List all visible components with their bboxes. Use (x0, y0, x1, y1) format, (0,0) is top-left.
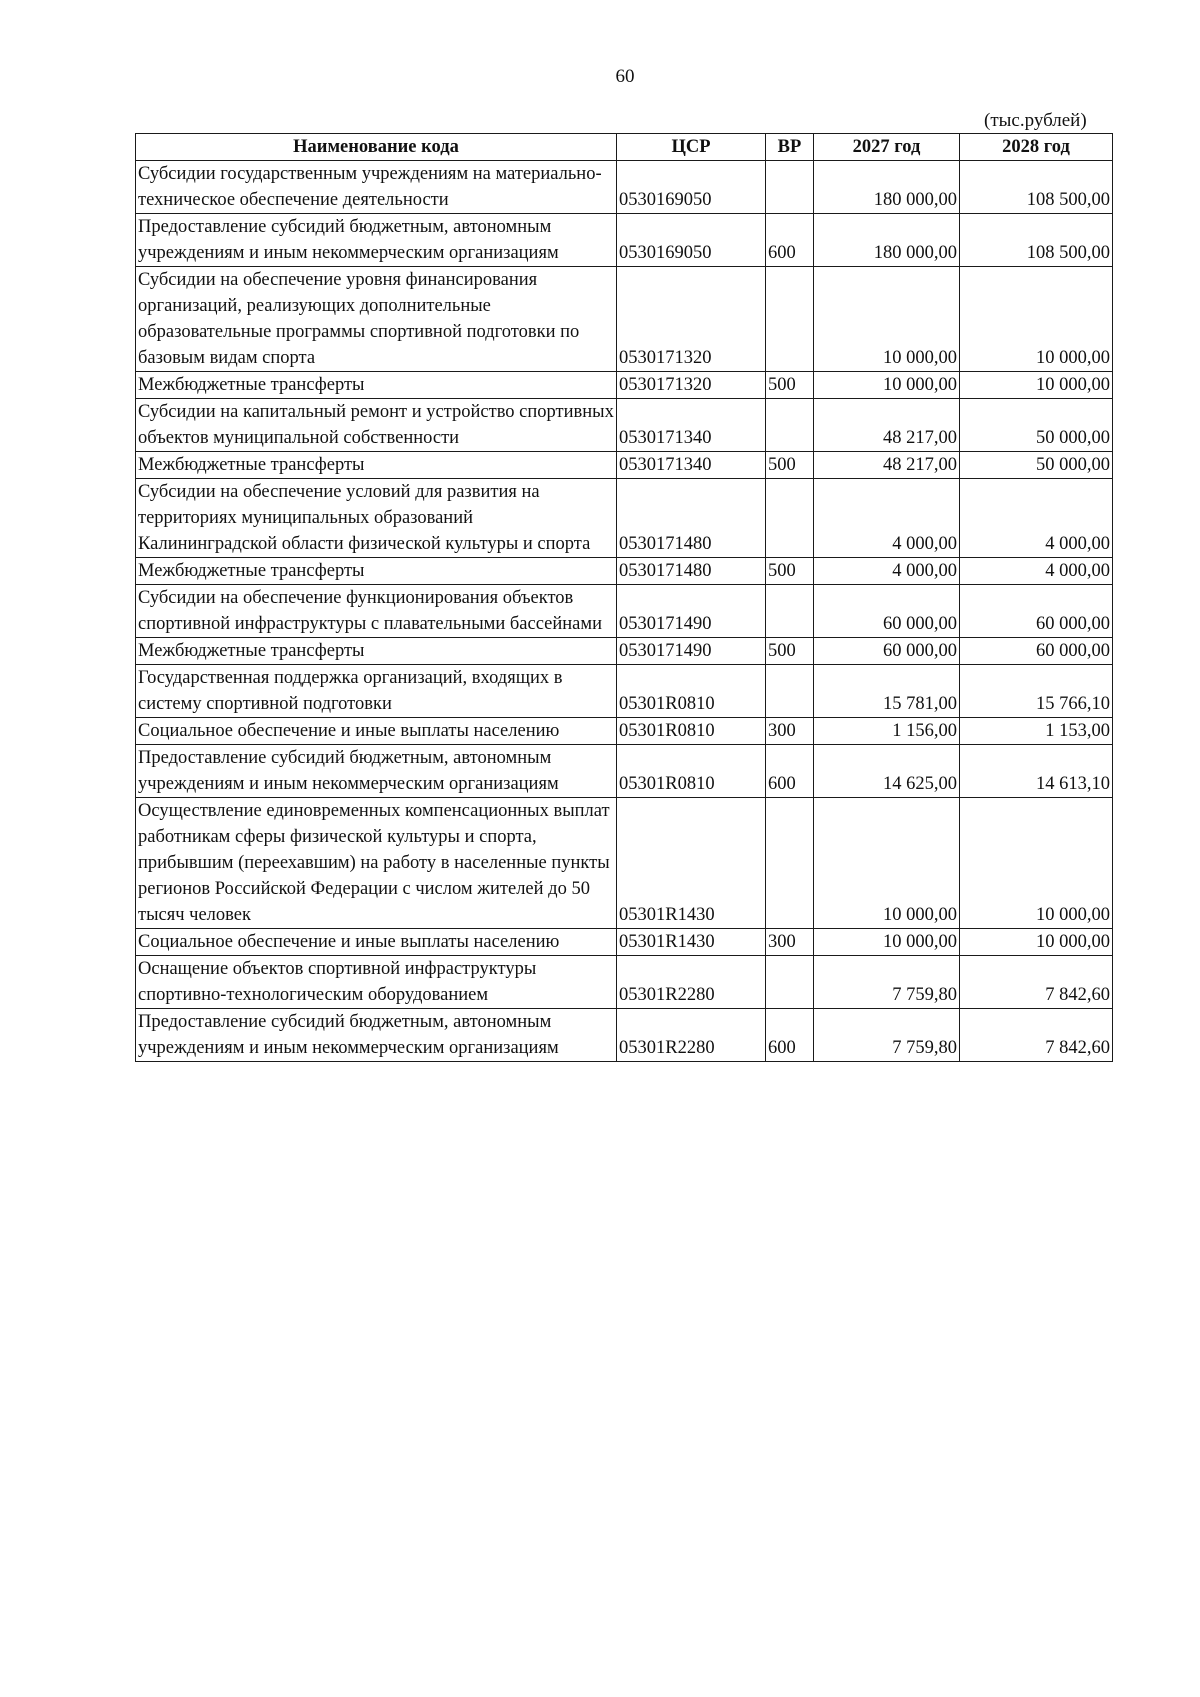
cell-vr (766, 798, 814, 929)
header-name: Наименование кода (136, 134, 617, 161)
table-row (136, 718, 1113, 745)
cell-csr: 05301R1430 (617, 798, 766, 929)
cell-2027: 7 759,80 (814, 1009, 960, 1062)
table-row (136, 558, 1113, 585)
cell-csr: 05301R1430 (617, 929, 766, 956)
cell-csr: 0530171480 (617, 479, 766, 558)
table-row (136, 479, 1113, 558)
table-row (136, 798, 1113, 929)
cell-2027: 1 156,00 (814, 718, 960, 745)
cell-csr: 0530171480 (617, 558, 766, 585)
table-body (136, 161, 1113, 1062)
table-header-row (136, 134, 1113, 161)
cell-2028: 4 000,00 (960, 558, 1113, 585)
cell-name: Оснащение объектов спортивной инфраструктуры спортивно-технологическим оборудованием (136, 956, 617, 1009)
cell-2027: 14 625,00 (814, 745, 960, 798)
cell-2028: 1 153,00 (960, 718, 1113, 745)
cell-2027: 10 000,00 (814, 267, 960, 372)
cell-name: Межбюджетные трансферты (136, 452, 617, 479)
cell-vr: 500 (766, 372, 814, 399)
cell-2028: 4 000,00 (960, 479, 1113, 558)
cell-vr (766, 161, 814, 214)
cell-name: Межбюджетные трансферты (136, 638, 617, 665)
cell-vr: 600 (766, 214, 814, 267)
cell-name: Предоставление субсидий бюджетным, автономным учреждениям и иным некоммерческим организациям (136, 1009, 617, 1062)
cell-name: Субсидии на обеспечение уровня финансирования организаций, реализующих дополнительные образовательные программы спортивной подготовки по базовым видам спорта (136, 267, 617, 372)
cell-name: Государственная поддержка организаций, входящих в систему спортивной подготовки (136, 665, 617, 718)
cell-vr: 300 (766, 929, 814, 956)
cell-csr: 0530171340 (617, 452, 766, 479)
cell-csr: 0530169050 (617, 161, 766, 214)
cell-2028: 10 000,00 (960, 372, 1113, 399)
cell-vr (766, 479, 814, 558)
header-csr: ЦСР (617, 134, 766, 161)
cell-vr (766, 956, 814, 1009)
cell-name: Осуществление единовременных компенсационных выплат работникам сферы физической культуры и спорта, прибывшим (переехавшим) на работу в населенные пункты регионов Российской Федерации с числом жителей до 50 тысяч человек (136, 798, 617, 929)
cell-2027: 48 217,00 (814, 399, 960, 452)
cell-2027: 4 000,00 (814, 558, 960, 585)
cell-name: Межбюджетные трансферты (136, 558, 617, 585)
header-vr: ВР (766, 134, 814, 161)
cell-vr (766, 399, 814, 452)
cell-2027: 10 000,00 (814, 798, 960, 929)
header-2027: 2027 год (814, 134, 960, 161)
table-row (136, 267, 1113, 372)
cell-vr: 500 (766, 452, 814, 479)
header-2028: 2028 год (960, 134, 1113, 161)
cell-csr: 0530171340 (617, 399, 766, 452)
cell-2028: 15 766,10 (960, 665, 1113, 718)
table-row (136, 745, 1113, 798)
cell-csr: 0530171320 (617, 267, 766, 372)
cell-2028: 10 000,00 (960, 267, 1113, 372)
cell-vr (766, 585, 814, 638)
cell-name: Субсидии на капитальный ремонт и устройство спортивных объектов муниципальной собственности (136, 399, 617, 452)
budget-table (135, 133, 1113, 1062)
cell-2027: 48 217,00 (814, 452, 960, 479)
cell-2028: 10 000,00 (960, 929, 1113, 956)
page-number: 60 (615, 66, 635, 87)
cell-2028: 60 000,00 (960, 638, 1113, 665)
cell-vr: 600 (766, 745, 814, 798)
cell-2027: 60 000,00 (814, 585, 960, 638)
table-row (136, 638, 1113, 665)
cell-vr: 500 (766, 558, 814, 585)
cell-2028: 60 000,00 (960, 585, 1113, 638)
cell-name: Предоставление субсидий бюджетным, автономным учреждениям и иным некоммерческим организациям (136, 745, 617, 798)
table-row (136, 665, 1113, 718)
cell-2028: 50 000,00 (960, 399, 1113, 452)
table-row (136, 1009, 1113, 1062)
cell-csr: 05301R0810 (617, 718, 766, 745)
cell-name: Предоставление субсидий бюджетным, автономным учреждениям и иным некоммерческим организациям (136, 214, 617, 267)
cell-vr: 500 (766, 638, 814, 665)
table-row (136, 585, 1113, 638)
cell-csr: 0530171490 (617, 638, 766, 665)
cell-2028: 108 500,00 (960, 161, 1113, 214)
cell-name: Субсидии на обеспечение условий для развития на территориях муниципальных образований Калининградской области физической культуры и спорта (136, 479, 617, 558)
cell-2027: 180 000,00 (814, 161, 960, 214)
cell-csr: 05301R0810 (617, 665, 766, 718)
cell-2027: 7 759,80 (814, 956, 960, 1009)
cell-name: Субсидии государственным учреждениям на материально-техническое обеспечение деятельности (136, 161, 617, 214)
cell-name: Социальное обеспечение и иные выплаты населению (136, 929, 617, 956)
table-row (136, 372, 1113, 399)
cell-name: Социальное обеспечение и иные выплаты населению (136, 718, 617, 745)
cell-vr: 300 (766, 718, 814, 745)
cell-2028: 50 000,00 (960, 452, 1113, 479)
table-row (136, 929, 1113, 956)
cell-2028: 7 842,60 (960, 1009, 1113, 1062)
cell-2027: 4 000,00 (814, 479, 960, 558)
cell-2027: 10 000,00 (814, 929, 960, 956)
cell-vr (766, 267, 814, 372)
cell-2028: 10 000,00 (960, 798, 1113, 929)
cell-name: Субсидии на обеспечение функционирования объектов спортивной инфраструктуры с плавательными бассейнами (136, 585, 617, 638)
cell-csr: 05301R0810 (617, 745, 766, 798)
cell-2028: 7 842,60 (960, 956, 1113, 1009)
table-row (136, 452, 1113, 479)
cell-vr: 600 (766, 1009, 814, 1062)
cell-csr: 0530169050 (617, 214, 766, 267)
cell-csr: 0530171320 (617, 372, 766, 399)
cell-2027: 60 000,00 (814, 638, 960, 665)
cell-2027: 10 000,00 (814, 372, 960, 399)
units-note: (тыс.рублей) (984, 110, 1087, 131)
table-row (136, 399, 1113, 452)
cell-2027: 180 000,00 (814, 214, 960, 267)
cell-2028: 14 613,10 (960, 745, 1113, 798)
cell-2027: 15 781,00 (814, 665, 960, 718)
cell-csr: 0530171490 (617, 585, 766, 638)
table-row (136, 214, 1113, 267)
cell-name: Межбюджетные трансферты (136, 372, 617, 399)
cell-vr (766, 665, 814, 718)
cell-csr: 05301R2280 (617, 1009, 766, 1062)
cell-2028: 108 500,00 (960, 214, 1113, 267)
table-row (136, 161, 1113, 214)
cell-csr: 05301R2280 (617, 956, 766, 1009)
table-row (136, 956, 1113, 1009)
